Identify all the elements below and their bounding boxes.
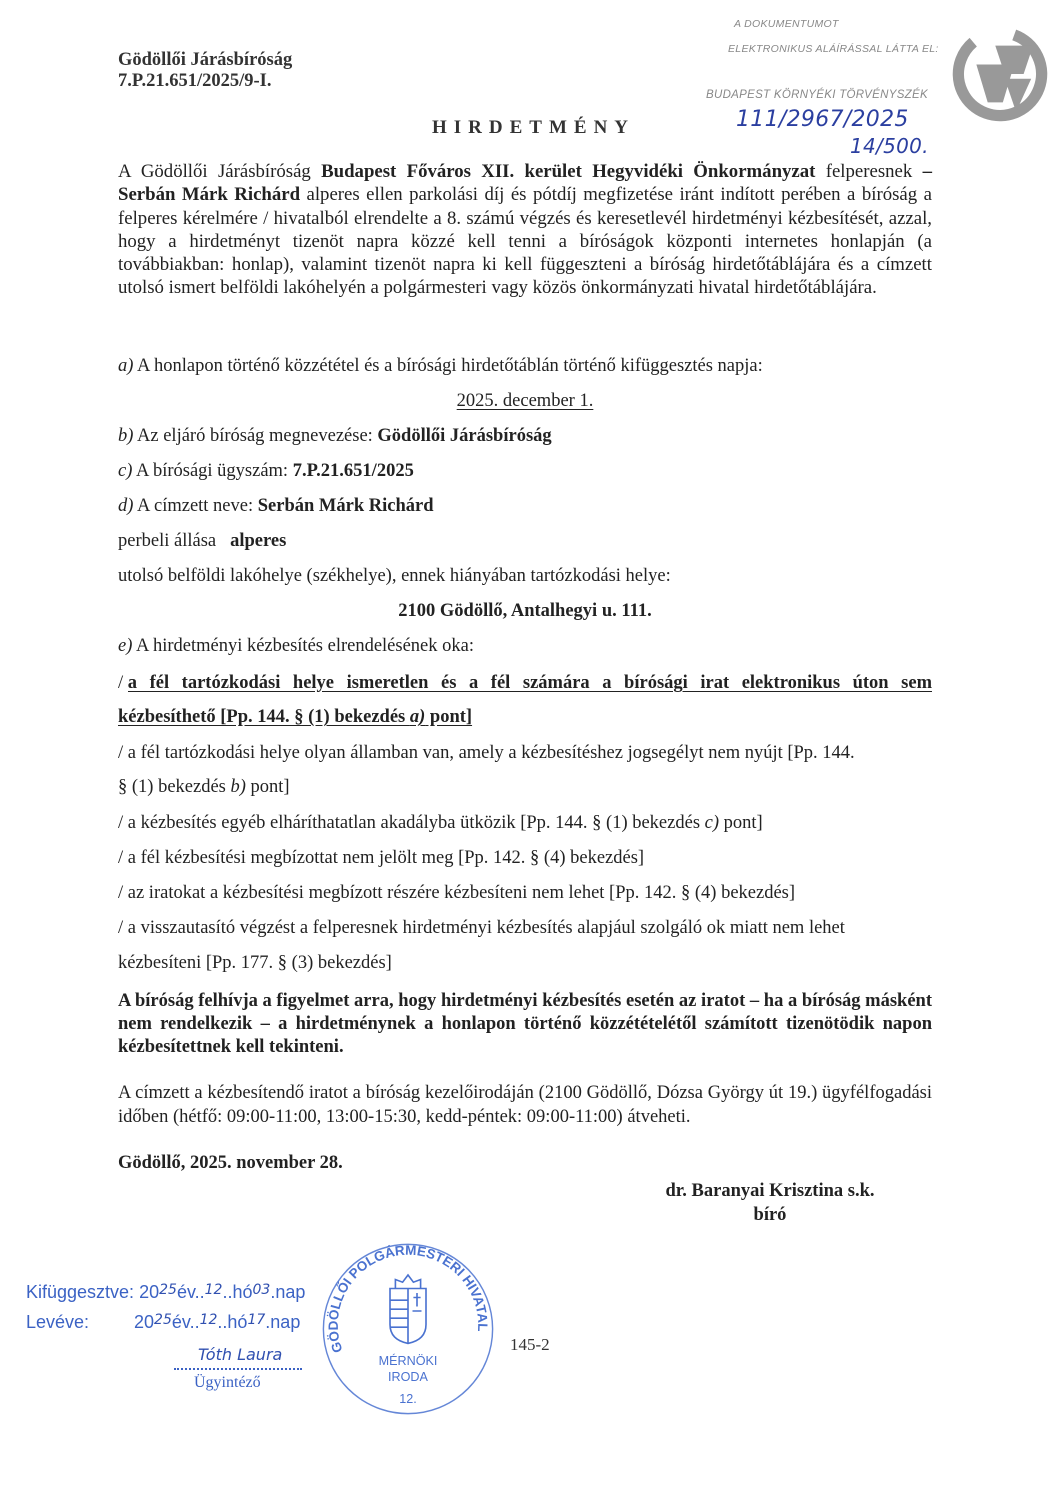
removed-day: 17 [247, 1312, 266, 1328]
handwritten-ref1: 111/2967/2025 [736, 107, 909, 132]
removed-year-prefix: 20 [134, 1312, 155, 1332]
address-row [118, 600, 932, 622]
reason-2-line1: / a fél tartózkodási helye olyan államban van, amely a kézbesítéshez jogsegélyt nem nyújt [Pp. 144. [118, 743, 855, 763]
posted-day: 03 [252, 1282, 271, 1298]
document-header [118, 50, 292, 92]
item-d-label: d) [118, 496, 134, 516]
clerk-signature: Tóth Laura [198, 1345, 283, 1364]
reason-6-line1: / a visszautasító végzést a felperesnek hirdetményi kézbesítés alapjául szolgáló ok miatt nem lehet [118, 918, 845, 938]
reason-1-slash: / [118, 673, 128, 693]
clerk-line [174, 1368, 302, 1370]
reason-3-text-b: c) [704, 813, 720, 833]
reason-1-text: a fél tartózkodási helye ismeretlen és a fél számára a bírósági irat elektronikus úton sem [127, 673, 932, 693]
coat-of-arms-icon [390, 1275, 426, 1343]
item-b-value: Gödöllői Járásbíróság [377, 426, 552, 446]
item-b-text: Az eljáró bíróság megnevezése: [133, 426, 378, 446]
reason-1-text-2a: kézbesíthető [Pp. 144. § (1) bekezdés [118, 707, 410, 727]
office-stamp-inner-line2: IRODA [388, 1370, 428, 1385]
year-word-2: év [171, 1312, 190, 1332]
publication-date: 2025. december 1. [456, 391, 594, 411]
removed-row: Levéve: $20^{25}év..^{12}..hó^{17}.nap$ [26, 1312, 301, 1332]
plaintiff-name: Budapest Főváros XII. kerület Hegyvidéki Önkormányzat [321, 161, 816, 182]
item-d [118, 495, 932, 517]
judge-name: dr. Baranyai Krisztina s.k. [665, 1181, 875, 1201]
year-word: év [176, 1282, 195, 1302]
reason-4: / a fél kézbesítési megbízottat nem jelölt meg [Pp. 142. § (4) bekezdés] [118, 848, 645, 868]
item-a-label: a) [118, 356, 134, 376]
intro-paragraph [118, 160, 932, 300]
reason-2-text-2c: pont] [245, 777, 290, 797]
clerk-label: Ügyintéző [194, 1374, 261, 1391]
reason-6-line2: kézbesíteni [Pp. 177. § (3) bekezdés] [118, 953, 392, 973]
reason-3-text-a: / a kézbesítés egyéb elháríthatatlan akadályba ütközik [Pp. 144. § (1) bekezdés [118, 813, 705, 833]
pickup-paragraph: A címzett a kézbesítendő iratot a bíróság kezelőirodáján (2100 Gödöllő, Dózsa György út 19.) ügyfélfogadási időben (hétfő: 09:00-11:00, 13:00-15:30, kedd-péntek: 09:00-11:00) átveheti. [118, 1083, 932, 1127]
page-title: HIRDETMÉNY [432, 117, 636, 138]
esig-court: BUDAPEST KÖRNYÉKI TÖRVÉNYSZÉK [706, 89, 928, 101]
reason-1-line1 [118, 672, 932, 694]
esig-line1: A DOKUMENTUMOT [734, 18, 839, 30]
posted-year: 25 [159, 1282, 177, 1298]
month-word-2: hó [227, 1312, 248, 1332]
reason-1-line2 [118, 706, 932, 728]
removed-year: 25 [154, 1312, 172, 1328]
removed-month: 12 [199, 1312, 218, 1328]
intro-text-1: A Gödöllői Járásbíróság [118, 161, 322, 182]
reason-2-text-2b: b) [230, 777, 246, 797]
handwritten-ref2: 14/500. [850, 134, 929, 158]
reason-2-text-2a: § (1) bekezdés [118, 777, 231, 797]
reason-5: / az iratokat a kézbesítési megbízott részére kézbesíteni nem lehet [Pp. 142. § (4) bekezdés] [118, 883, 796, 903]
item-e-label: e) [118, 636, 133, 656]
role-value: alperes [230, 531, 287, 551]
item-c-label: c) [118, 461, 133, 481]
month-word: hó [232, 1282, 253, 1302]
item-b-label: b) [118, 426, 134, 446]
office-stamp-inner-line1: MÉRNÖKI [378, 1354, 438, 1368]
item-d-text: A címzett neve: [133, 496, 258, 516]
warning-paragraph: A bíróság felhívja a figyelmet arra, hogy hirdetményi kézbesítés esetén az iratot – ha a bíróság másként nem rendelkezik – a hirdetménynek a honlapon történő közzétételétől számított tizenötödik napon kézbesítettnek kell tekinteni. [118, 991, 932, 1057]
role-label: perbeli állása [118, 531, 217, 551]
judge-role: bíró [753, 1205, 787, 1225]
item-b [118, 425, 932, 447]
case-number: 7.P.21.651/2025/9-I. [118, 71, 272, 91]
address-label: utolsó belföldi lakóhelye (székhelye), ennek hiányában tartózkodási helye: [118, 566, 671, 586]
item-a-text: A honlapon történő közzététel és a bírósági hirdetőtáblán történő kifüggesztés napja: [133, 356, 763, 376]
court-name: Gödöllői Járásbíróság [118, 50, 293, 70]
posting-stamp [26, 1280, 326, 1430]
posted-month: 12 [204, 1282, 223, 1298]
reason-3 [118, 812, 932, 834]
court-logo-icon [948, 22, 1052, 126]
reason-1-text-2b: a) [409, 707, 426, 727]
esig-line2: ELEKTRONIKUS ALÁÍRÁSSAL LÁTTA EL: [728, 43, 939, 55]
day-word-2: nap [270, 1312, 301, 1332]
office-stamp-number: 12. [399, 1391, 417, 1406]
day-word: nap [275, 1282, 306, 1302]
intro-text-2: felperesnek [815, 161, 923, 182]
posted-label: Kifüggesztve: [26, 1282, 135, 1302]
posted-row: Kifüggesztve: $20^{25}év..^{12}..hó^{03}.nap$ [26, 1282, 306, 1302]
item-e [118, 635, 932, 657]
page-code: 145-2 [510, 1335, 550, 1354]
item-c-text: A bírósági ügyszám: [132, 461, 293, 481]
item-c-value: 7.P.21.651/2025 [292, 461, 414, 481]
removed-label: Levéve: [26, 1312, 90, 1332]
posted-year-prefix: 20 [139, 1282, 160, 1302]
item-c [118, 460, 932, 482]
item-a-date-row [118, 390, 932, 412]
item-a [118, 355, 932, 377]
defendant-name: Serbán Márk Richárd [118, 184, 301, 206]
item-d-value: Serbán Márk Richárd [257, 496, 434, 516]
address-value: 2100 Gödöllő, Antalhegyi u. 111. [398, 601, 652, 621]
item-e-text: A hirdetményi kézbesítés elrendelésének oka: [132, 636, 474, 656]
reason-2-line2 [118, 776, 932, 798]
office-stamp [318, 1234, 498, 1424]
reason-3-text-c: pont] [719, 813, 763, 833]
reason-1-text-2c: pont] [425, 707, 473, 727]
role-row [118, 530, 932, 552]
electronic-signature-stamp [700, 8, 1059, 158]
intro-text-3: alperes ellen parkolási díj és pótdíj megfizetése iránt indított perében a bíróság a felperes kérelmére / hivatalból elrendelte a 8. számú végzés és keresetlevél hirdetményi kézbesítését, azzal, hogy a hirdetményt tizenöt napra közzé kell tenni a bíróságok központi internetes honlapján (a továbbiakban: honlap), valamint tizenöt napra ki kell függeszteni a bíróság hirdetőtáblájára és a címzett utolsó ismert belföldi lakóhelyén a polgármesteri vagy közös önkormányzati hivatal hirdetőtáblájára. [118, 184, 932, 299]
signature-block [600, 1179, 940, 1227]
office-stamp-ring-text: GÖDÖLLŐI POLGÁRMESTERI HIVATAL [325, 1242, 491, 1355]
place-date: Gödöllő, 2025. november 28. [118, 1153, 343, 1173]
dash: – [922, 161, 932, 182]
